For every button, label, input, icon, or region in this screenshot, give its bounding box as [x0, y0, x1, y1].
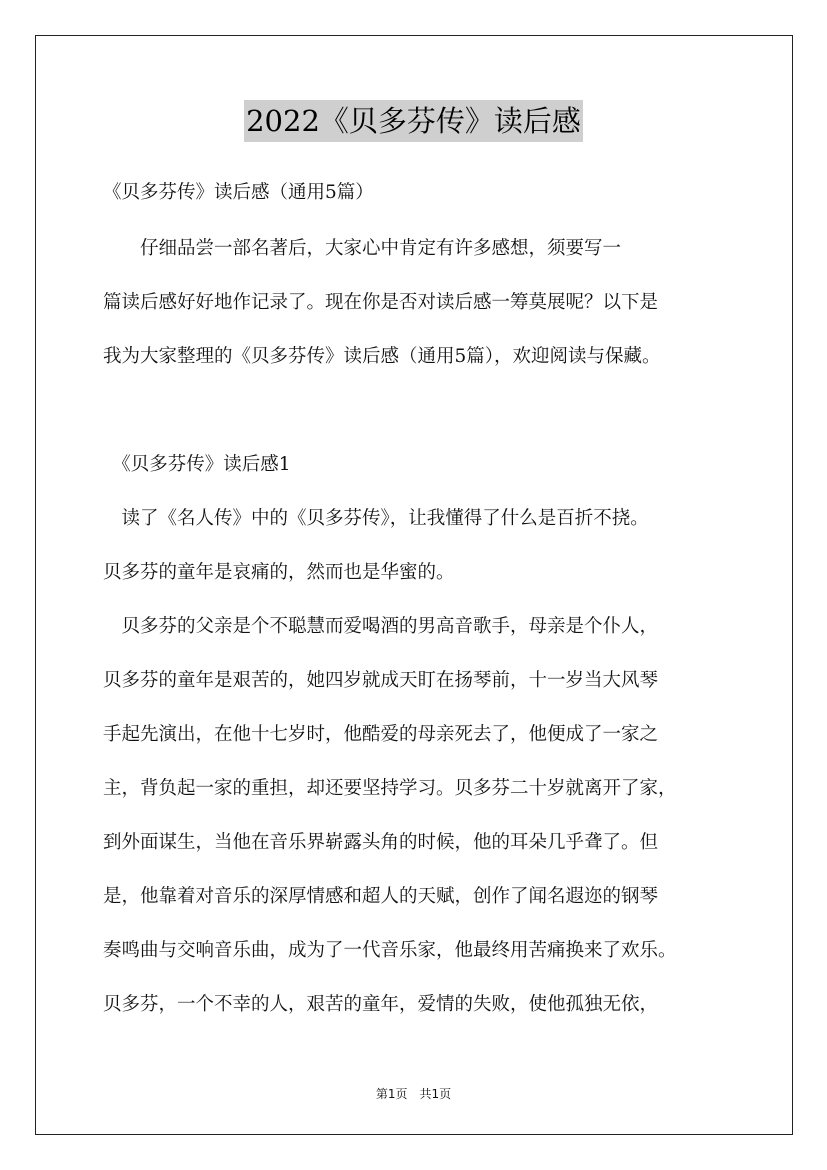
- subtitle-line: 《贝多芬传》读后感（通用5篇）: [103, 182, 374, 203]
- paragraph-line: 到外面谋生，当他在音乐界崭露头角的时候，他的耳朵几乎聋了。但: [103, 832, 659, 853]
- paragraph-line: 是，他靠着对音乐的深厚情感和超人的天赋，创作了闻名遐迩的钢琴: [103, 886, 659, 907]
- page-number-footer: 第1页 共1页: [375, 1087, 452, 1101]
- paragraph-line: 主，背负起一家的重担，却还要坚持学习。贝多芬二十岁就离开了家，: [103, 778, 677, 799]
- paragraph-line: 我为大家整理的《贝多芬传》读后感（通用5篇），欢迎阅读与保藏。: [103, 346, 661, 367]
- title-container: [0, 100, 827, 142]
- paragraph-line: 贝多芬的童年是哀痛的，然而也是华蜜的。: [103, 562, 455, 583]
- paragraph-line: 奏鸣曲与交响音乐曲，成为了一代音乐家，他最终用苦痛换来了欢乐。: [103, 940, 677, 961]
- paragraph-line: 贝多芬，一个不幸的人，艰苦的童年，爱情的失败，使他孤独无依，: [103, 994, 659, 1015]
- paragraph-line: 贝多芬的父亲是个不聪慧而爱喝酒的男高音歌手，母亲是个仆人，: [103, 616, 659, 637]
- paragraph-line: 篇读后感好好地作记录了。现在你是否对读后感一筹莫展呢？以下是: [103, 292, 659, 313]
- document-title: 2022《贝多芬传》读后感: [244, 100, 583, 142]
- paragraph-line: 手起先演出，在他十七岁时，他酷爱的母亲死去了，他便成了一家之: [103, 724, 659, 745]
- paragraph-line: 仔细品尝一部名著后，大家心中肯定有许多感想，须要写一: [103, 238, 622, 259]
- paragraph-line: 读了《名人传》中的《贝多芬传》，让我懂得了什么是百折不挠。: [103, 508, 649, 529]
- section-heading: 《贝多芬传》读后感1: [103, 454, 291, 475]
- paragraph-line: 贝多芬的童年是艰苦的，她四岁就成天盯在扬琴前，十一岁当大风琴: [103, 670, 659, 691]
